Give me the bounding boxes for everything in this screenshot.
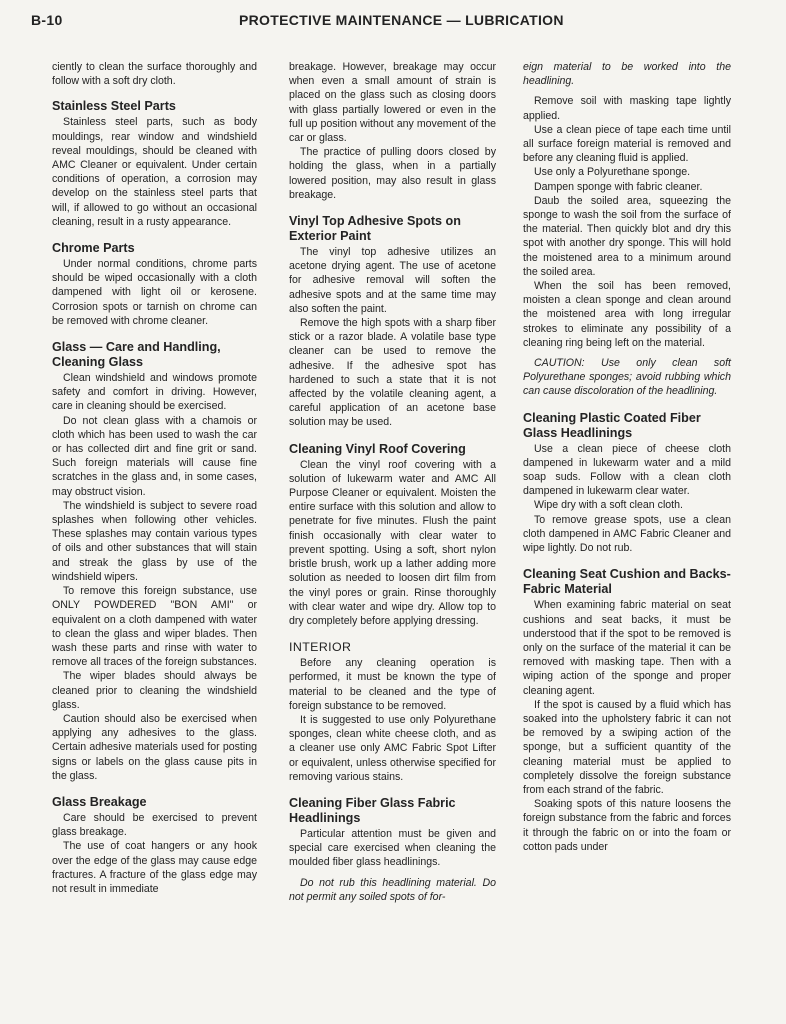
paragraph: Use a clean piece of tape each time until all surface foreign material is removed and before any cleaning fluid is applied. <box>523 123 731 165</box>
paragraph: Stainless steel parts, such as body mouldings, rear window and windshield reveal mouldings, should be cleaned with AMC Cleaner or equivalent. Under certain conditions of operation, a corrosion may develop on the stainless steel parts that will, if allowed to go without an occasional cleaning, result in a rusty appearance. <box>52 116 257 228</box>
heading-interior: INTERIOR <box>289 640 352 655</box>
paragraph: The practice of pulling doors closed by holding the glass, when in a partially lowered position, may also result in glass breakage. <box>289 146 496 201</box>
paragraph: breakage. However, breakage may occur when even a small amount of strain is placed on the glass such as closing doors with glass partially lowered or even in the full up position without any movement of the car or glass. <box>289 61 496 145</box>
caution-note: CAUTION: Use only clean soft Polyurethane sponges; avoid rubbing which can cause discoloration of the headlining. <box>523 357 731 398</box>
paragraph: Care should be exercised to prevent glass breakage. <box>52 811 257 839</box>
heading-chrome-parts: Chrome Parts <box>52 241 135 256</box>
paragraph: Remove the high spots with a sharp fiber stick or a razor blade. A volatile base type cleaner can be used to remove the adhesive. If the adhesive spot has hardened to such a state that it is not affected by the volatile cleaning agent, a careful application of an acetone base solution may be used. <box>289 317 496 429</box>
paragraph: ciently to clean the surface thoroughly and follow with a soft dry cloth. <box>52 61 257 88</box>
paragraph: Use only a Polyurethane sponge. <box>534 166 691 179</box>
page-number: B-10 <box>31 12 63 28</box>
paragraph: The vinyl top adhesive utilizes an acetone drying agent. The use of acetone for adhesive removal will soften the adhesive spots and at the same time may also soften the paint. <box>289 246 496 315</box>
paragraph: The wiper blades should always be cleaned prior to cleaning the windshield glass. <box>52 670 257 711</box>
paragraph: When examining fabric material on seat cushions and seat backs, it must be understood that if the spot to be removed is only on the surface of the material it can be removed with masking tape. Then with a wiping action of the sponge and proper cleaning agent. <box>523 599 731 697</box>
paragraph: Caution should also be exercised when applying any adhesives to the glass. Certain adhesive materials used for posting signs or labels on the glass cause pits in the glass. <box>52 712 257 782</box>
paragraph: Particular attention must be given and special care exercised when cleaning the moulded fiber glass headlinings. <box>289 827 496 869</box>
heading-vinyl-top-adhesive-spots: Vinyl Top Adhesive Spots on Exterior Paint <box>289 214 461 244</box>
heading-glass-breakage: Glass Breakage <box>52 794 147 809</box>
paragraph: To remove this foreign substance, use ONLY POWDERED "BON AMI" or equivalent on a cloth dampened with water to clean the glass and wiper blades. Then wash these parts and rinse with water to remove all traces of the foreign substances. <box>52 585 257 669</box>
paragraph: Do not clean glass with a chamois or cloth which has been used to wash the car or has collected dirt and fine grit or sand. Such foreign materials will cause fine scratches in the glass and, in some cases, may obstruct vision. <box>52 414 257 498</box>
italic-paragraph: eign material to be worked into the headlining. <box>523 61 731 88</box>
heading-glass-care: Glass — Care and Handling, Cleaning Glass <box>52 340 221 370</box>
page-header-title: PROTECTIVE MAINTENANCE — LUBRICATION <box>239 12 564 28</box>
heading-plastic-coated-headlinings: Cleaning Plastic Coated Fiber Glass Headlinings <box>523 410 701 440</box>
paragraph: Remove soil with masking tape lightly applied. <box>523 95 731 122</box>
paragraph: Soaking spots of this nature loosens the foreign substance from the fabric and forces it through the fabric on or into the foam or cotton pads under <box>523 798 731 853</box>
heading-fiber-glass-headlinings: Cleaning Fiber Glass Fabric Headlinings <box>289 795 456 825</box>
paragraph: Dampen sponge with fabric cleaner. <box>534 180 703 193</box>
paragraph: If the spot is caused by a fluid which has soaked into the upholstery fabric it can not be removed by a swiping action of the sponge, but a sufficient quantity of the cleaning material must be applied to completely dissolve the foreign substance from each strand of the fabric. <box>523 698 731 796</box>
text-column-3 <box>523 60 731 854</box>
paragraph: It is suggested to use only Polyurethane sponges, clean white cheese cloth, and as a cleaner use only AMC Fabric Spot Lifter or equivalent, unless otherwise specified for removing various stains. <box>289 713 496 783</box>
text-column-1 <box>52 60 257 896</box>
text-column-2 <box>289 60 496 904</box>
heading-cleaning-vinyl-roof: Cleaning Vinyl Roof Covering <box>289 441 466 456</box>
paragraph: The use of coat hangers or any hook over the edge of the glass may cause edge fractures. A fracture of the glass edge may not result in immediate <box>52 840 257 895</box>
heading-stainless-steel-parts: Stainless Steel Parts <box>52 99 176 114</box>
paragraph: Under normal conditions, chrome parts should be wiped occasionally with a cloth dampened with light oil or kerosene. Corrosion spots or tarnish on chrome can be removed with chrome cleaner. <box>52 258 257 327</box>
paragraph: When the soil has been removed, moisten a clean sponge and clean around the moistened area with long irregular strokes to eliminate any possibility of a cleaning ring being left on the material. <box>523 280 731 349</box>
paragraph: Daub the soiled area, squeezing the sponge to wash the soil from the surface of the material. Then quickly blot and dry this spot with another dry sponge. This will hold the moistened area to a minimum around the soiled area. <box>523 194 731 278</box>
paragraph: Use a clean piece of cheese cloth dampened in lukewarm water and a mild soap suds. Follow with a clean cloth dampened in lukewarm clear water. <box>523 442 731 498</box>
paragraph: Clean windshield and windows promote safety and comfort in driving. However, care in cleaning should be exercised. <box>52 372 257 413</box>
paragraph: The windshield is subject to severe road splashes when following other vehicles. These splashes may contain various types of oils and other substances that will stain and streak the glass by use of the windshield wipers. <box>52 499 257 583</box>
italic-paragraph: Do not rub this headlining material. Do not permit any soiled spots of for- <box>289 876 496 903</box>
paragraph: Before any cleaning operation is performed, it must be known the type of material to be cleaned and the type of foreign substance to be removed. <box>289 657 496 712</box>
paragraph: To remove grease spots, use a clean cloth dampened in AMC Fabric Cleaner and wipe lightly. Do not rub. <box>523 513 731 555</box>
paragraph: Wipe dry with a soft clean cloth. <box>534 499 683 512</box>
paragraph: Clean the vinyl roof covering with a solution of lukewarm water and AMC All Purpose Cleaner or equivalent. Moisten the entire surface with this solution and allow to penetrate for five minutes. Flush the paint finish occasionally with clear water to prevent spotting. Using a soft, short nylon bristle brush, work up a lather adding more solution as needed to loosen dirt film from the vinyl pores or grain. Rinse thoroughly with clear water and wipe dry. Allow top to dry completely before applying dressing. <box>289 458 496 627</box>
heading-seat-cushion-fabric: Cleaning Seat Cushion and Backs-Fabric Material <box>523 567 731 597</box>
